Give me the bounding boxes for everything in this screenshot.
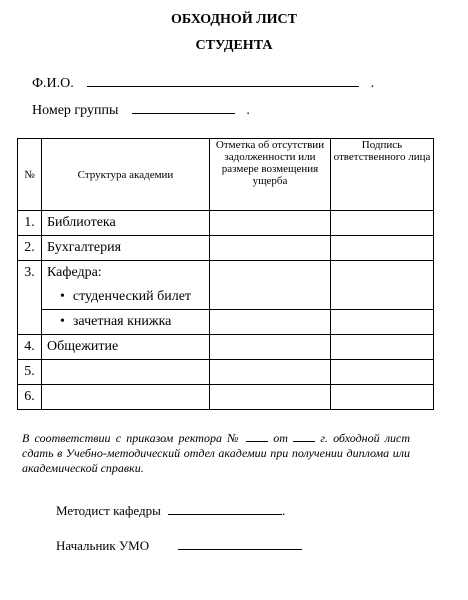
head-label: Начальник УМО xyxy=(56,538,150,553)
table-row xyxy=(18,211,434,236)
header-sign: Подпись ответственного лица xyxy=(331,139,434,211)
row-name: Бухгалтерия xyxy=(42,236,210,261)
note-part-1: В соответствии с приказом ректора № xyxy=(22,431,241,445)
row-subitem: • зачетная книжка xyxy=(42,310,210,335)
table-row xyxy=(18,261,434,286)
sign-cell[interactable] xyxy=(331,385,434,410)
methodist-end: . xyxy=(282,503,286,518)
row-name: Кафедра: xyxy=(42,261,210,286)
row-name: Общежитие xyxy=(42,335,210,360)
note-part-3: г. обходной лист сдать в Учебно-методический отдел академии при получении диплома или академической справки. xyxy=(22,431,411,475)
header-mark: Отметка об отсутствии задолженности или размере возмещения ущерба xyxy=(210,139,331,211)
sign-cell[interactable] xyxy=(331,261,434,310)
row-name: Библиотека xyxy=(42,211,210,236)
group-end: . xyxy=(246,103,250,118)
table-row xyxy=(18,236,434,261)
clearance-table xyxy=(17,138,434,410)
mark-cell[interactable] xyxy=(210,261,331,310)
mark-cell[interactable] xyxy=(210,335,331,360)
row-num: 6. xyxy=(18,385,42,410)
fio-row xyxy=(32,74,374,92)
row-name xyxy=(42,360,210,385)
fio-end: . xyxy=(370,76,375,91)
row-subitem: • студенческий билет xyxy=(42,285,210,310)
table-row xyxy=(18,310,434,335)
header-num: № xyxy=(18,139,42,211)
mark-cell[interactable] xyxy=(210,211,331,236)
methodist-signature-field[interactable] xyxy=(168,503,282,515)
row-num: 5. xyxy=(18,360,42,385)
instruction-note xyxy=(22,431,410,476)
table-row xyxy=(18,360,434,385)
sign-cell[interactable] xyxy=(331,236,434,261)
fio-field[interactable] xyxy=(87,74,359,87)
head-signature-field[interactable] xyxy=(178,538,302,550)
methodist-label: Методист кафедры xyxy=(56,503,161,518)
order-date-field[interactable] xyxy=(293,431,315,442)
row-num: 2. xyxy=(18,236,42,261)
header-structure: Структура академии xyxy=(42,139,210,211)
note-part-2: от xyxy=(273,431,288,445)
mark-cell[interactable] xyxy=(210,385,331,410)
group-field[interactable] xyxy=(132,101,235,114)
order-number-field[interactable] xyxy=(246,431,268,442)
sign-cell[interactable] xyxy=(331,211,434,236)
sign-cell[interactable] xyxy=(331,310,434,335)
mark-cell[interactable] xyxy=(210,360,331,385)
row-name xyxy=(42,385,210,410)
group-label: Номер группы xyxy=(32,103,119,118)
table-row xyxy=(18,335,434,360)
row-num: 1. xyxy=(18,211,42,236)
table-header-row xyxy=(18,139,434,211)
group-row xyxy=(32,101,250,119)
sign-cell[interactable] xyxy=(331,360,434,385)
row-num: 4. xyxy=(18,335,42,360)
methodist-signature-row xyxy=(56,503,285,519)
document-title: ОБХОДНОЙ ЛИСТ xyxy=(171,12,297,27)
mark-cell[interactable] xyxy=(210,236,331,261)
sign-cell[interactable] xyxy=(331,335,434,360)
row-num: 3. xyxy=(18,261,42,335)
mark-cell[interactable] xyxy=(210,310,331,335)
fio-label: Ф.И.О. xyxy=(32,76,74,91)
head-signature-row xyxy=(56,538,302,554)
table-row xyxy=(18,385,434,410)
document-subtitle: СТУДЕНТА xyxy=(195,38,273,53)
